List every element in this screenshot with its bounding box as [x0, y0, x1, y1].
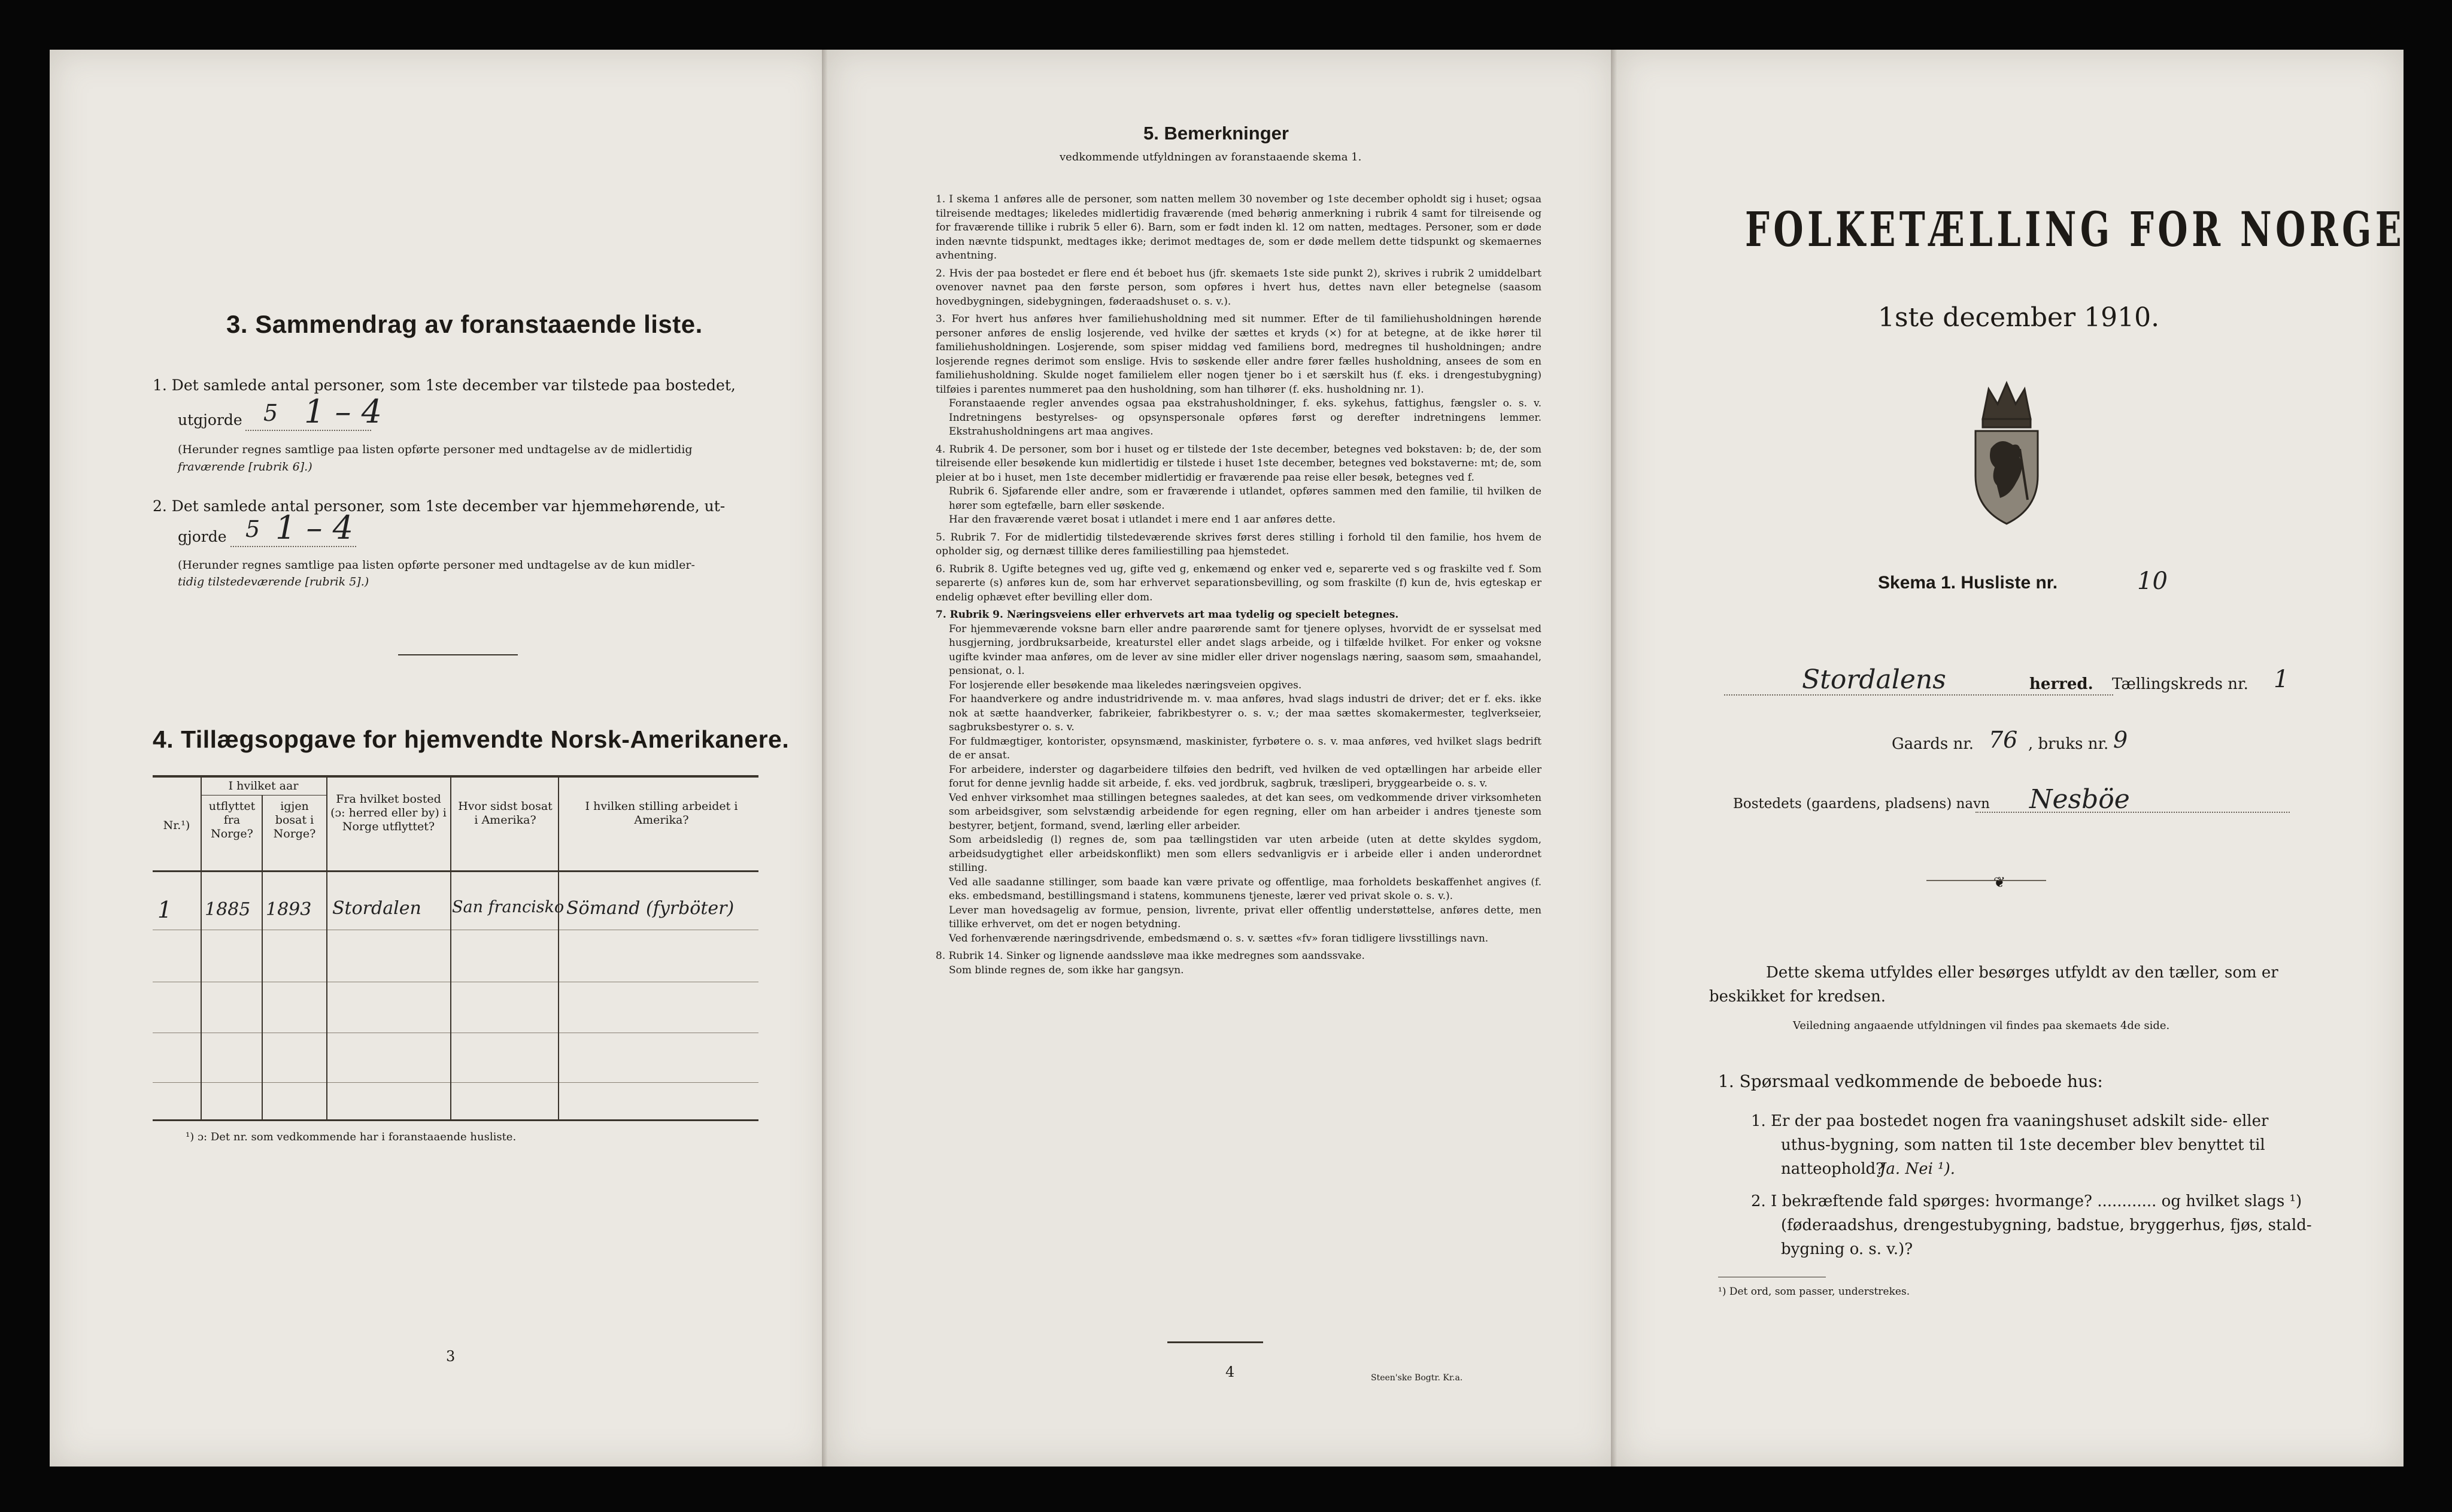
table-column-line — [558, 778, 559, 1119]
bemerkninger-subheading: vedkommende utfyldningen av foranstaaende skema 1. — [1060, 151, 1362, 163]
table-column-line — [326, 778, 327, 1119]
header-nr: Nr.¹) — [163, 819, 190, 832]
bemerkning-paragraph: 5. Rubrik 7. For de midlertidig tilstedeværende skrives først deres stilling i forhold til den familie, hos hvem de opholder sig, og dernæst tillike deres familiestilling paa hjemstedet. — [936, 531, 1541, 557]
table-header-rule — [153, 870, 758, 872]
gaards-value: 76 — [1989, 727, 2018, 753]
bemerkning-paragraph: Lever man hovedsagelig av formue, pension, livrente, privat eller offentlig understøttelse, anføres dette, men tillike erhvervet, om det er nogen betydning. — [949, 904, 1541, 930]
bemerkning-paragraph: For fuldmægtiger, kontorister, opsynsmænd, maskinister, fyrbøtere o. s. v. maa anføres, ved hvilket slags bedrift de er ansat. — [949, 735, 1541, 761]
ornament-icon: ❦ — [1993, 874, 2006, 891]
header-occupation: I hvilken stilling arbeidet i Amerika? — [585, 800, 738, 827]
table-footnote: ¹) ɔ: Det nr. som vedkommende har i foranstaaende husliste. — [186, 1131, 517, 1143]
herred-label: herred. — [2029, 675, 2093, 693]
coat-of-arms-icon — [1965, 377, 2049, 529]
question-1-2-line2: (føderaadshus, drengestubygning, badstue, bryggerhus, fjøs, stald- — [1781, 1216, 2312, 1234]
bemerkning-paragraph: Rubrik 6. Sjøfarende eller andre, som er fraværende i utlandet, opføres sammen med den familie, til hvilken de hører som egtefælle, barn eller søskende. — [949, 485, 1541, 512]
right-footnote: ¹) Det ord, som passer, understrekes. — [1718, 1286, 1910, 1298]
bemerkning-paragraph: For arbeidere, inderster og dagarbeidere tilføies den bedrift, ved hvilken de ved optællingen har arbeide eller forut for denne jevnlig hadde sit arbeide, f. eks. ved jordbruk, sagbruk, træsliperi, bryggearbeide o. s. v. — [949, 763, 1541, 790]
row-nr: 1 — [157, 897, 172, 923]
question-1-2-line1: 2. I bekræftende fald spørges: hvormange? ............ og hvilket slags ¹) — [1751, 1192, 2302, 1210]
summary-item-2-fill-line — [230, 546, 356, 547]
bemerkning-paragraph: Foranstaaende regler anvendes ogsaa paa ekstrahusholdninger, f. eks. sykehus, fattighus, fængsler o. s. v. Indretningens bestyrelses- og opsynspersonale opføres først og derefter indretningens lemmer. Ekstrahusholdningens art maa angives. — [949, 397, 1541, 438]
row-emigrated: 1885 — [205, 899, 251, 920]
question-1-1-answer: Ja. Nei ¹). — [1880, 1160, 1956, 1178]
summary-item-1-line1: 1. Det samlede antal personer, som 1ste december var tilstede paa bostedet, — [153, 377, 736, 394]
header-returned: igjen bosat i Norge? — [273, 800, 316, 840]
summary-item-1-note-2: fraværende [rubrik 6].) — [178, 460, 312, 473]
skema-label: Skema 1. Husliste nr. — [1878, 573, 2058, 593]
middle-page-divider — [1167, 1341, 1263, 1343]
census-title: FOLKETÆLLING FOR NORGE — [1745, 201, 2406, 257]
question-1-1-line2: uthus-bygning, som natten til 1ste december blev benyttet til — [1781, 1136, 2265, 1154]
printer-mark: Steen'ske Bogtr. Kr.a. — [1371, 1373, 1463, 1383]
row-occupation: Sömand (fyrböter) — [566, 898, 735, 919]
row-from-where: Stordalen — [332, 898, 421, 919]
bosted-label: Bostedets (gaardens, pladsens) navn — [1733, 796, 1990, 812]
summary-item-2-line1: 2. Det samlede antal personer, som 1ste december var hjemmehørende, ut- — [153, 497, 726, 515]
page-fold-shadow — [822, 50, 828, 1467]
summary-item-2-note-2: tidig tilstedeværende [rubrik 5].) — [178, 575, 369, 588]
bemerkninger-list — [936, 193, 1541, 977]
husliste-number: 10 — [2137, 567, 2168, 595]
herred-value: Stordalens — [1802, 664, 1946, 695]
bosted-fill-line — [1975, 812, 2290, 813]
census-date: 1ste december 1910. — [1878, 302, 2160, 333]
summary-item-2-value: 5 — [245, 516, 260, 542]
row-where-america: San francisko — [452, 898, 565, 916]
summary-item-1-value: 5 — [263, 400, 278, 426]
section-divider — [398, 654, 518, 655]
question-1-2-line3: bygning o. s. v.)? — [1781, 1240, 1913, 1258]
bemerkning-paragraph: 6. Rubrik 8. Ugifte betegnes ved ug, gifte ved g, enkemænd og enker ved e, separerte ved s og fraskilte ved f. Som separerte (s) anføres kun de, som har erhvervet separationsbevilling, og som fraskilte (f) kun de, hvis egteskap er endelig ophævet efter bevilling eller dom. — [936, 563, 1541, 603]
bemerkning-paragraph: Ved alle saadanne stillinger, som baade kan være private og offentlige, maa forholdets beskaffenhet angives (f. eks. embedsmand, bestillingsmand i statens, kommunens tjeneste, lærer ved privat skole o. s. v.). — [949, 876, 1541, 902]
summary-item-1-note: (Herunder regnes samtlige paa listen opførte personer med undtagelse av de midlertidig — [178, 443, 693, 456]
summary-item-1-handwriting: 1 – 4 — [304, 393, 383, 430]
left-page — [50, 50, 828, 1467]
bemerkning-paragraph: Har den fraværende været bosat i utlandet i mere end 1 aar anføres dette. — [949, 514, 1336, 526]
intro-line-1: Dette skema utfyldes eller besørges utfyldt av den tæller, som er — [1766, 964, 2278, 982]
krets-value: 1 — [2274, 666, 2289, 693]
ornament-divider-icon — [1926, 880, 2046, 881]
bemerkning-paragraph: Ved forhenværende næringsdrivende, embedsmænd o. s. v. sættes «fv» foran tidligere livsstillings navn. — [949, 932, 1489, 945]
bemerkning-paragraph: 7. Rubrik 9. Næringsveiens eller erhvervets art maa tydelig og specielt betegnes. — [936, 609, 1399, 621]
table-bottom-rule — [153, 1119, 758, 1121]
krets-label: Tællingskreds nr. — [2112, 675, 2248, 693]
bemerkning-paragraph: 3. For hvert hus anføres hver familiehusholdning med sit nummer. Efter de til familiehusholdningen hørende personer anføres de enslig losjerende, ved hvilke der sættes et kryds (×) for at betegne, at de ikke hører til familiehusholdningen. Losjerende, som spiser middag ved familiens bord, medregnes til husholdningen; andre losjerende regnes derimot som enslige. Hvis to søskende eller andre fører fælles husholdning, ansees de som en familiehusholdning. Skulde noget familielem eller nogen tjener bo i et særskilt hus (f. eks. i drengestubygning) tilføies i parentes nummeret paa den husholdning, som han tilhører (f. eks. husholdning nr. 1). — [936, 313, 1541, 396]
header-year-group: I hvilket aar — [228, 779, 299, 793]
table-column-line — [450, 778, 451, 1119]
question-1-title: 1. Spørsmaal vedkommende de beboede hus: — [1718, 1071, 2103, 1091]
guidance-note: Veiledning angaaende utfyldningen vil findes paa skemaets 4de side. — [1793, 1019, 2170, 1032]
table-column-line — [262, 795, 263, 1119]
summary-item-2-handwriting: 1 – 4 — [275, 509, 354, 546]
table-group-rule — [201, 795, 326, 796]
question-1-1-line1: 1. Er der paa bostedet nogen fra vaaningshuset adskilt side- eller — [1751, 1112, 2269, 1130]
question-1-1-line3: natteophold? — [1781, 1160, 1884, 1178]
header-where-america: Hvor sidst bosat i Amerika? — [458, 800, 553, 827]
bemerkning-paragraph: 8. Rubrik 14. Sinker og lignende aandssløve maa ikke medregnes som aandssvake. — [936, 950, 1365, 962]
table-row-rule — [153, 1082, 758, 1083]
bemerkning-paragraph: Som arbeidsledig (l) regnes de, som paa tællingstiden var uten arbeide (uten at dette skyldes sygdom, arbeidsudygtighet eller arbeidskonflikt) men som ellers sedvanligvis er i arbeide eller i anden underordnet stilling. — [949, 834, 1541, 874]
summary-item-2-label: gjorde — [178, 528, 227, 545]
intro-line-2: beskikket for kredsen. — [1709, 988, 1886, 1006]
bruks-label: , bruks nr. — [2028, 735, 2109, 753]
bosted-value: Nesböe — [2029, 784, 2130, 815]
bemerkning-paragraph: For hjemmeværende voksne barn eller andre paarørende samt for tjenere oplyses, hvorvidt de er sysselsat med husgjerning, jordbruksarbeide, kreaturstel eller andet slags arbeide, og i tilfælde hvilket. For enker og voksne ugifte kvinder maa anføres, om de lever av sine midler eller driver nogenslags næring, saasom søm, smaahandel, pensionat, o. l. — [949, 623, 1541, 677]
bemerkning-paragraph: 2. Hvis der paa bostedet er flere end ét beboet hus (jfr. skemaets 1ste side punkt 2), skrives i rubrik 2 umiddelbart ovenover navnet paa den første person, som opføres i hvert hus, dettes navn eller betegnelse (saasom hovedbygningen, sidebygningen, føderaadshuset o. s. v.). — [936, 267, 1541, 308]
bemerkning-paragraph: For haandverkere og andre industridrivende m. v. maa anføres, hvad slags industri de driver; det er f. eks. ikke nok at sætte haandverker, fabrikeier, fabrikbestyrer o. s. v.; der maa sættes skomakermester, teglverkseier, sagbruksbestyrer o. s. v. — [949, 693, 1541, 733]
bruks-value: 9 — [2113, 727, 2128, 753]
gaards-label: Gaards nr. — [1892, 735, 1974, 753]
bemerkning-paragraph: For losjerende eller besøkende maa likeledes næringsveien opgives. — [949, 679, 1302, 691]
table-title: 4. Tillægsopgave for hjemvendte Norsk-Amerikanere. — [153, 725, 790, 753]
bemerkning-paragraph: Ved enhver virksomhet maa stillingen betegnes saaledes, at det kan sees, om vedkommende driver virksomheten som arbeidsgiver, som selvstændig arbeidende for egen regning, eller om han arbeider i andres tjeneste som bestyrer, betjent, formand, svend, lærling eller arbeider. — [949, 791, 1541, 832]
header-from-where: Fra hvilket bosted (ɔ: herred eller by) i Norge utflyttet? — [330, 793, 447, 833]
table-column-line — [201, 778, 202, 1119]
right-page — [1617, 50, 2404, 1467]
row-returned: 1893 — [266, 899, 312, 920]
summary-title: 3. Sammendrag av foranstaaende liste. — [226, 310, 703, 338]
summary-item-1-fill-line — [245, 430, 371, 431]
summary-item-2-note: (Herunder regnes samtlige paa listen opførte personer med undtagelse av de kun midler- — [178, 558, 695, 572]
table-top-rule — [153, 775, 758, 778]
header-emigrated: utflyttet fra Norge? — [208, 800, 256, 840]
bemerkninger-heading: 5. Bemerkninger — [1143, 123, 1289, 144]
summary-item-1-label: utgjorde — [178, 411, 242, 429]
page-number-middle: 4 — [1225, 1364, 1235, 1380]
bemerkning-paragraph: 1. I skema 1 anføres alle de personer, som natten mellem 30 november og 1ste december opholdt sig i huset; ogsaa tilreisende medtages; likeledes midlertidig fraværende (med behørig anmerkning i rubrik 4 samt for tilreisende og for fraværende tillike i rubrik 5 eller 6). Barn, som er født inden kl. 12 om natten, medtages. Personer, som er døde inden nævnte tidspunkt, medtages ikke; derimot medtages de, som er døde mellem dette tidspunkt og skemaernes avhentning. — [936, 193, 1541, 262]
page-number-left: 3 — [446, 1348, 456, 1365]
page-fold-shadow — [1611, 50, 1617, 1467]
bemerkning-paragraph: Som blinde regnes de, som ikke har gangsyn. — [949, 964, 1184, 976]
bemerkning-paragraph: 4. Rubrik 4. De personer, som bor i huset og er tilstede der 1ste december, betegnes ved bokstaven: b; de, der som tilreisende eller besøkende kun midlertidig er tilstede i huset 1ste december, betegnes ved bokstaverne: mt; de, som pleier at bo i huset, men 1ste december midlertidig er fraværende paa reise eller besøk, betegnes ved f. — [936, 443, 1541, 484]
